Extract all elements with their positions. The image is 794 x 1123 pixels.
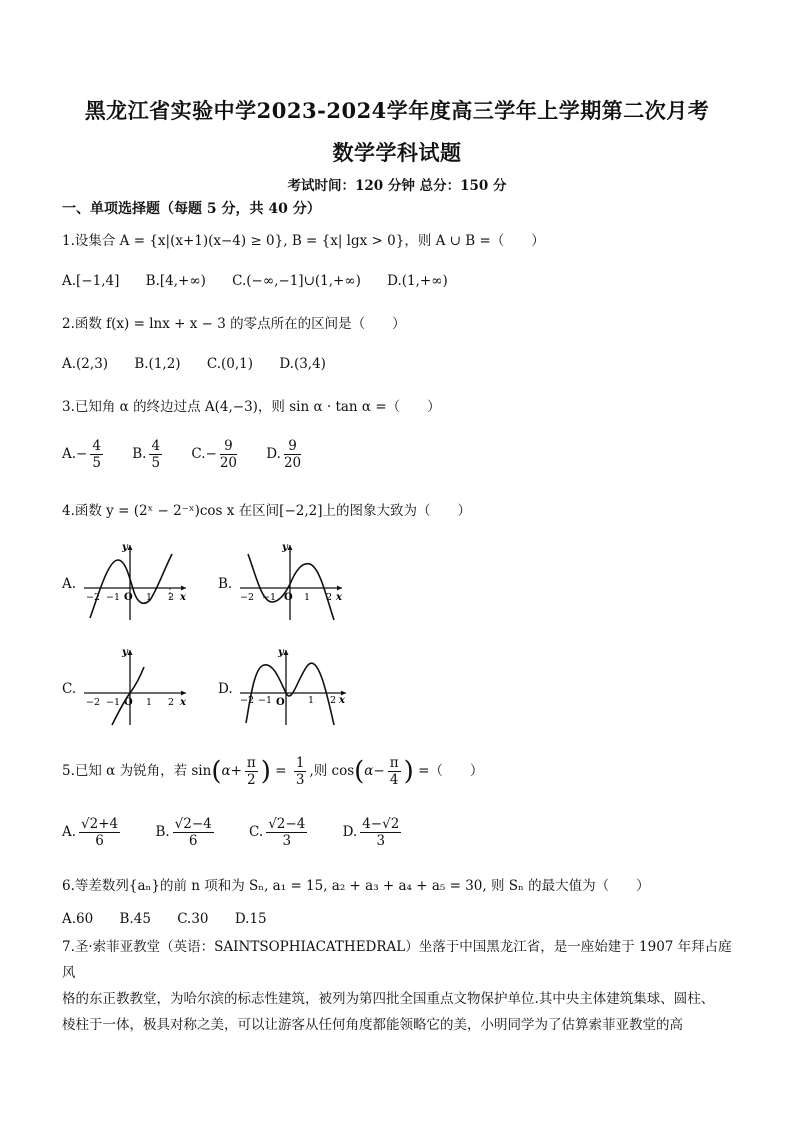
y-label: y [122,542,128,553]
question-5-options [62,816,426,849]
fraction-1-3 [294,755,307,788]
tick-neg1: −1 [106,697,121,708]
y-label: y [278,647,284,658]
x-axis-arrow [337,586,342,591]
option-label: C. [191,446,206,462]
option-b[interactable]: B.[4,+∞) [145,273,206,289]
right-paren: ) [403,756,414,787]
q5-alpha-plus: α+ [221,763,242,779]
right-paren: ) [260,756,271,787]
fraction [90,438,103,471]
question-4-text: 4.函数 y = (2ˣ − 2⁻ˣ)cos x 在区间[−2,2]上的图象大致为（ ） [62,503,471,519]
tick-1: 1 [308,695,315,706]
y-axis-arrow [288,545,293,550]
option-b[interactable]: B.45 [119,911,151,927]
question-2-options [62,356,348,372]
option-b[interactable]: B.(1,2) [134,356,181,372]
numerator: 1 [295,755,305,771]
question-1-text: 1.设集合 A = {x|(x+1)(x−4) ≥ 0}, B = {x| lgx > 0}，则 A ∪ B =（ ） [62,233,545,249]
y-axis-arrow [128,650,133,655]
numerator: π [246,755,256,771]
x-axis-arrow [181,691,186,696]
fraction [79,816,120,849]
denominator: 5 [151,455,161,471]
left-paren: ( [354,756,365,787]
option-c[interactable]: C.(0,1) [206,356,254,372]
option-label: B. [132,446,147,462]
option-c[interactable]: C.30 [177,911,209,927]
numerator: 9 [284,438,301,455]
question-3-text: 3.已知角 α 的终边过点 A(4,−3)，则 sin α · tan α =（ ） [62,399,441,415]
denominator: 4 [389,772,399,788]
option-d[interactable] [343,816,405,849]
question-6-options [62,911,289,927]
tick-neg2: −2 [86,592,101,603]
q5-mid2: ,则 cos [309,763,355,779]
option-d[interactable] [266,438,304,471]
option-a[interactable]: A.(2,3) [62,356,109,372]
fraction [360,816,401,849]
option-label: D. [266,446,281,462]
tick-1: 1 [304,592,311,603]
tick-2: 2 [326,592,333,603]
option-d[interactable]: D. [218,681,233,697]
option-label: A. [62,824,77,840]
graph-d[interactable] [236,645,351,727]
x-axis-arrow [181,586,186,591]
x-label: x [339,695,345,706]
y-axis-arrow [128,545,133,550]
numerator: 4−√2 [362,816,400,832]
exam-meta: 考试时间：120 分钟 总分：150 分 [287,178,507,194]
denominator: 6 [95,833,104,849]
q7-line-3: 棱柱于一体，极具对称之美，可以让游客从任何角度都能领略它的美，小明同学为了估算索菲亚教堂的高 [62,1017,683,1033]
tick-neg1: −1 [262,592,277,603]
option-b[interactable]: B. [218,576,233,592]
tick-1: 1 [146,697,153,708]
option-b[interactable] [132,438,165,471]
tick-2: 2 [330,695,337,706]
fraction [284,438,301,471]
x-label: x [180,697,186,708]
fraction [149,438,162,471]
numerator: √2+4 [81,816,119,832]
origin-label: O [124,592,133,603]
denominator: 3 [282,833,292,849]
option-a[interactable] [62,816,123,849]
option-d[interactable]: D.(3,4) [279,356,326,372]
tick-neg2: −2 [86,697,101,708]
tick-2: 2 [168,697,175,708]
fraction-pi-4 [388,755,401,788]
option-sign: − [76,446,88,462]
q5-alpha-minus: α− [364,763,385,779]
question-7-text [62,934,732,1038]
origin-label: O [284,592,293,603]
q7-line-1: 7.圣·索菲亚教堂（英语：SAINTSOPHIACATHEDRAL）坐落于中国黑龙江省，是一座始建于 1907 年拜占庭风 [62,939,732,981]
left-paren: ( [211,756,222,787]
option-label: D. [342,824,358,840]
x-label: x [180,592,186,603]
numerator: 4 [151,438,161,454]
option-a[interactable]: A. [62,576,77,592]
tick-neg2: −2 [240,695,255,706]
graph-a[interactable] [80,540,190,622]
option-label: C. [249,824,264,840]
numerator: √2−4 [174,816,212,832]
curve [112,667,144,725]
option-label: B. [155,824,170,840]
equals: = [275,763,287,779]
option-label: A. [62,446,77,462]
numerator: 9 [220,438,237,455]
graph-b[interactable] [236,540,346,622]
q7-line-2: 格的东正教教堂，为哈尔滨的标志性建筑，被列为第四批全国重点文物保护单位.其中央主体建筑集球、圆柱、 [62,991,715,1007]
option-c[interactable]: C.(−∞,−1]∪(1,+∞) [232,273,361,289]
origin-label: O [124,697,133,708]
tick-neg2: −2 [240,592,255,603]
question-2-text: 2.函数 f(x) = lnx + x − 3 的零点所在的区间是（ ） [62,316,406,332]
curve [90,554,175,618]
y-label: y [282,542,288,553]
y-label: y [122,647,128,658]
option-d[interactable]: D.(1,+∞) [387,273,448,289]
option-b[interactable] [155,816,216,849]
option-c[interactable] [191,438,240,471]
tick-neg1: −1 [258,695,273,706]
denominator: 20 [219,455,237,471]
option-c[interactable]: C. [62,681,77,697]
numerator: 4 [92,438,101,454]
question-6-text: 6.等差数列{aₙ}的前 n 项和为 Sₙ, a₁ = 15, a₂ + a₃ + a₄ + a₅ = 30, 则 Sₙ 的最大值为（ ） [62,878,650,894]
denominator: 5 [92,455,101,471]
option-a[interactable]: A.60 [62,911,94,927]
fraction [173,816,214,849]
option-sign: − [205,446,217,462]
fraction [220,438,237,471]
denominator: 20 [283,455,302,471]
question-3-options [62,438,326,471]
denominator: 6 [188,833,198,849]
x-label: x [336,592,342,603]
option-d[interactable]: D.15 [234,911,267,927]
option-a[interactable] [62,438,106,471]
tick-neg1: −1 [106,592,121,603]
denominator: 3 [376,833,386,849]
y-axis-arrow [284,650,289,655]
section-heading: 一、单项选择题（每题 5 分，共 40 分） [62,201,321,217]
fraction-pi-2 [245,755,258,788]
option-a[interactable]: A.[−1,4] [62,273,120,289]
numerator: √2−4 [268,816,306,832]
exam-subtitle: 数学学科试题 [332,140,462,165]
denominator: 3 [295,772,305,788]
option-c[interactable] [249,816,310,849]
numerator: π [389,755,399,771]
question-5-text [62,752,483,791]
origin-label: O [276,697,285,708]
graph-c[interactable] [80,645,190,727]
tick-2: 2 [168,592,175,603]
denominator: 2 [247,772,256,788]
exam-title: 黑龙江省实验中学2023-2024学年度高三学年上学期第二次月考 [84,98,710,123]
tick-1: 1 [146,592,153,603]
q5-pre: 5.已知 α 为锐角，若 sin [62,763,212,779]
q5-end: =（ ） [418,763,484,779]
fraction [266,816,307,849]
question-1-options [62,273,470,289]
curve [248,554,334,620]
